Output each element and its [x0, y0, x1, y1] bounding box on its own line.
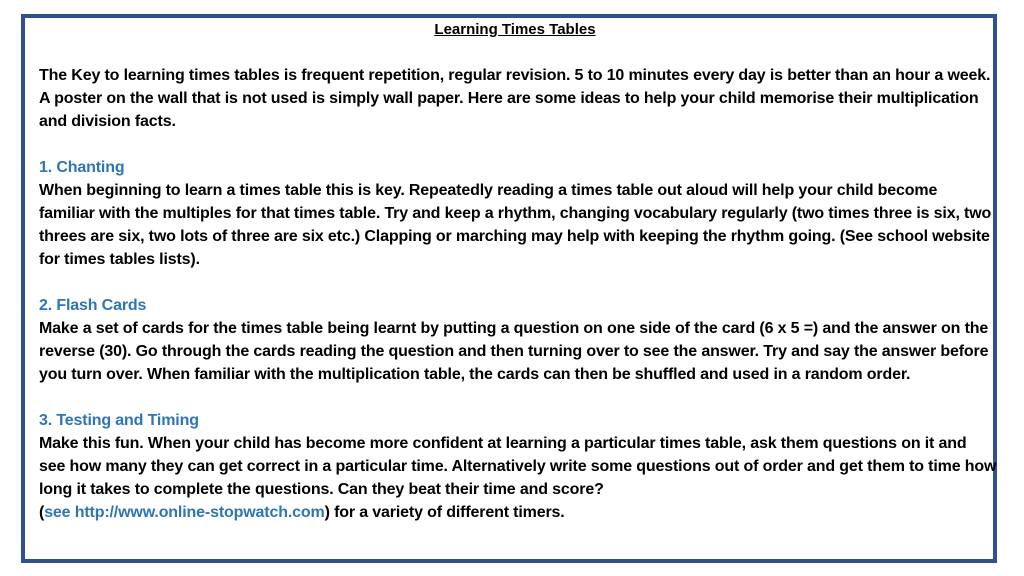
- section-heading-testing-timing: 3. Testing and Timing: [39, 412, 199, 429]
- stopwatch-link[interactable]: see http://www.online-stopwatch.com: [44, 504, 325, 521]
- spacer: [39, 386, 997, 409]
- timer-footer: [39, 501, 997, 524]
- section-heading-chanting: 1. Chanting: [39, 159, 125, 176]
- document-body: [39, 64, 997, 524]
- intro-paragraph: The Key to learning times tables is frequent repetition, regular revision. 5 to 10 minutes every day is better than an hour a week. A poster on the wall that is not used is simply wall paper. Here are some ideas to help your child memorise their multiplication and division facts.: [39, 67, 991, 130]
- page-frame: [21, 14, 997, 563]
- section-heading-flash-cards: 2. Flash Cards: [39, 297, 147, 314]
- footer-open-paren: (: [39, 504, 45, 521]
- section-body-chanting: When beginning to learn a times table this is key. Repeatedly reading a times table out aloud will help your child become familiar with the multiples for that times table. Try and keep a rhythm, changing vocabulary regularly (two times three is six, two threes are six, two lots of three are six etc.) Clapping or marching may help with keeping the rhythm going. (See school website for times tables lists).: [39, 182, 992, 268]
- spacer: [39, 271, 997, 294]
- footer-rest-text: ) for a variety of different timers.: [324, 504, 565, 521]
- section-body-testing-timing: Make this fun. When your child has become more confident at learning a particular times table, ask them questions on it and see how many they can get correct in a particular time. Alternatively write some questions out of order and get them to time how long it takes to complete the questions. Can they beat their time and score?: [39, 435, 997, 498]
- section-body-flash-cards: Make a set of cards for the times table being learnt by putting a question on one side of the card (6 x 5 =) and the answer on the reverse (30). Go through the cards reading the question and then turning over to see the answer. Try and say the answer before you turn over. When familiar with the multiplication table, the cards can then be shuffled and used in a random order.: [39, 320, 989, 383]
- page-title: Learning Times Tables: [434, 21, 596, 38]
- spacer: [39, 133, 997, 156]
